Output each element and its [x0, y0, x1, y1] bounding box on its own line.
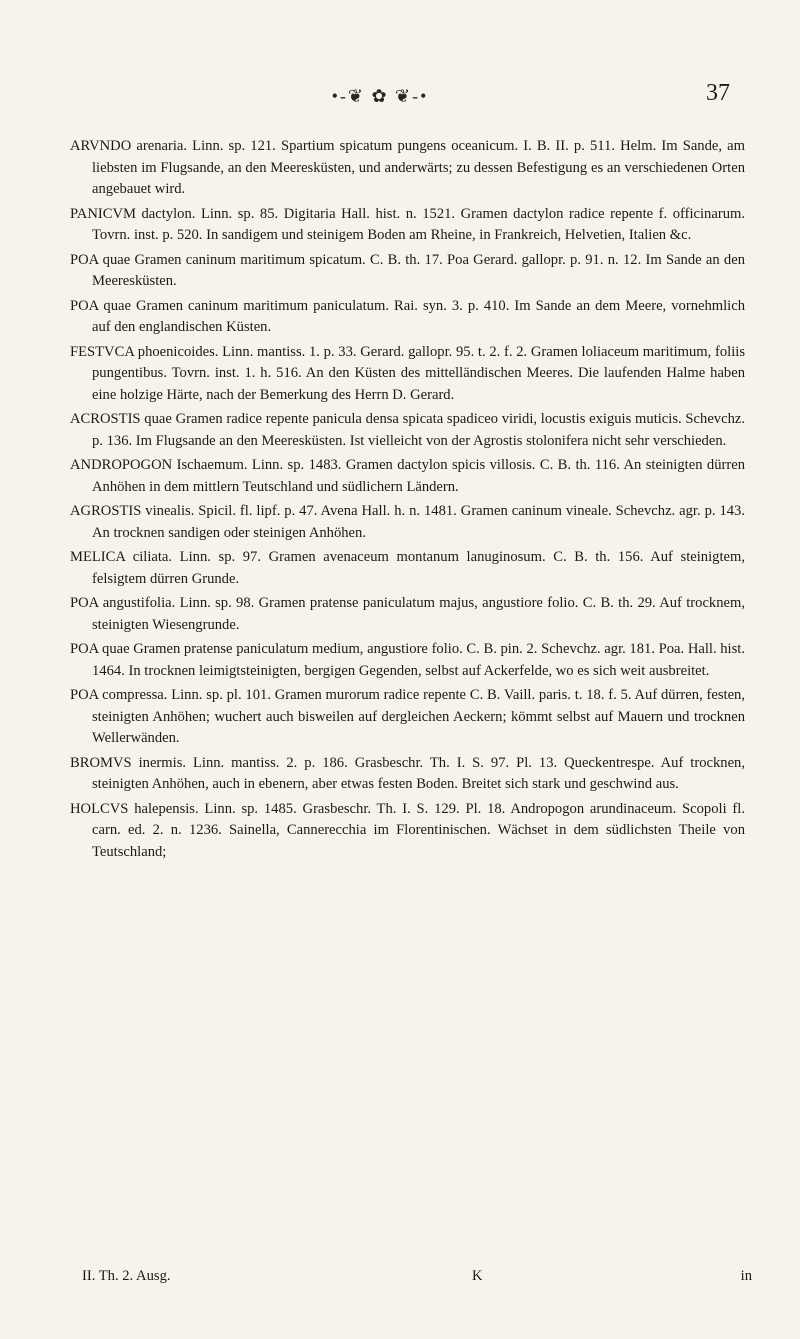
entry-festuca: FESTVCA phoenicoides. Linn. mantiss. 1. p. 33. Gerard. gallopr. 95. t. 2. f. 2. Gramen loliaceum maritimum, foliis pungentibus. Tovrn. inst. 1. h. 516. An den Küsten des mittelländischen Meeres. Die laufenden Halme haben eine holzige Härte, nach der Bemerkung des Herrn D. Gerard. [70, 343, 745, 403]
entry-andropogon: ANDROPOGON Ischaemum. Linn. sp. 1483. Gramen dactylon spicis villosis. C. B. th. 116. An steinigten dürren Anhöhen in dem mittlern Teutschland und südlichern Ländern. [70, 457, 745, 495]
entry-poa-medium: POA quae Gramen pratense paniculatum medium, angustiore folio. C. B. pin. 2. Schevchz. agr. 181. Poa. Hall. hist. 1464. In trocknen leimigtsteinigten, bergigen Gegenden, selbst auf Ackerfelde, wo es sich weit ausbreitet. [70, 641, 745, 679]
page-number: 37 [706, 80, 730, 106]
entry-poa-paniculatum: POA quae Gramen caninum maritimum paniculatum. Rai. syn. 3. p. 410. Im Sande an dem Meere, vornehmlich auf den englandischen Küsten. [70, 297, 745, 335]
entry-holcus: HOLCVS halepensis. Linn. sp. 1485. Grasbeschr. Th. I. S. 129. Pl. 18. Andropogon arundinaceum. Scopoli fl. carn. ed. 2. n. 1236. Sainella, Cannerecchia im Florentinischen. Wächset in dem südlichsten Theile von Teutschland; [70, 800, 745, 860]
entry-bromus: BROMVS inermis. Linn. mantiss. 2. p. 186. Grasbeschr. Th. I. S. 97. Pl. 13. Queckentrespe. Auf trocknen, steinigten Anhöhen, auch in ebenern, aber etwas festen Boden. Breitet sich stark und geschwind aus. [70, 754, 745, 792]
entry-agrostis: AGROSTIS vinealis. Spicil. fl. lipf. p. 47. Avena Hall. h. n. 1481. Gramen caninum vineale. Schevchz. agr. p. 143. An trocknen sandigen oder steinigen Anhöhen. [70, 503, 745, 541]
page-footer [82, 1268, 752, 1292]
catchword: in [740, 1268, 752, 1284]
entry-poa-angustifolia: POA angustifolia. Linn. sp. 98. Gramen pratense paniculatum majus, angustiore folio. C. B. th. 29. Auf trocknem, steinigten Wiesengrunde. [70, 595, 745, 633]
entry-poa-spicatum: POA quae Gramen caninum maritimum spicatum. C. B. th. 17. Poa Gerard. gallopr. p. 91. n. 12. Im Sande an den Meeresküsten. [70, 251, 745, 289]
entry-acrostis: ACROSTIS quae Gramen radice repente panicula densa spicata spadiceo viridi, locustis exiguis muticis. Schevchz. p. 136. Im Flugsande an den Meeresküsten. Ist vielleicht von der Agrostis stolonifera nicht sehr verschieden. [70, 411, 745, 449]
entry-poa-compressa: POA compressa. Linn. sp. pl. 101. Gramen murorum radice repente C. B. Vaill. paris. t. 18. f. 5. Auf dürren, festen, steinigten Anhöhen; wuchert auch bisweilen auf dergleichen Aeckern; kömmt selbst auf Mauern und trocknen Wellerwänden. [70, 687, 745, 746]
entry-melica: MELICA ciliata. Linn. sp. 97. Gramen avenaceum montanum lanuginosum. C. B. th. 156. Auf steinigtem, felsigtem dürren Grunde. [70, 549, 745, 587]
entry-arundo: ARVNDO arenaria. Linn. sp. 121. Spartium spicatum pungens oceanicum. I. B. II. p. 511. Helm. Im Sande, am liebsten im Flugsande, an den Meeresküsten, und anderwärts; zu dessen Befestigung es an verschiedenen Orten angebauet wird. [70, 138, 745, 197]
page-header [80, 80, 730, 110]
volume-note: II. Th. 2. Ausg. [82, 1268, 171, 1284]
signature-mark: K [472, 1268, 483, 1284]
entry-panicum: PANICVM dactylon. Linn. sp. 85. Digitaria Hall. hist. n. 1521. Gramen dactylon radice repente f. officinarum. Tovrn. inst. p. 520. In sandigem und steinigem Boden am Rheine, in Frankreich, Helvetien, Italien &c. [70, 205, 745, 243]
header-ornament: •-❦ ✿ ❦-• [331, 86, 429, 106]
entries-column [70, 136, 745, 866]
